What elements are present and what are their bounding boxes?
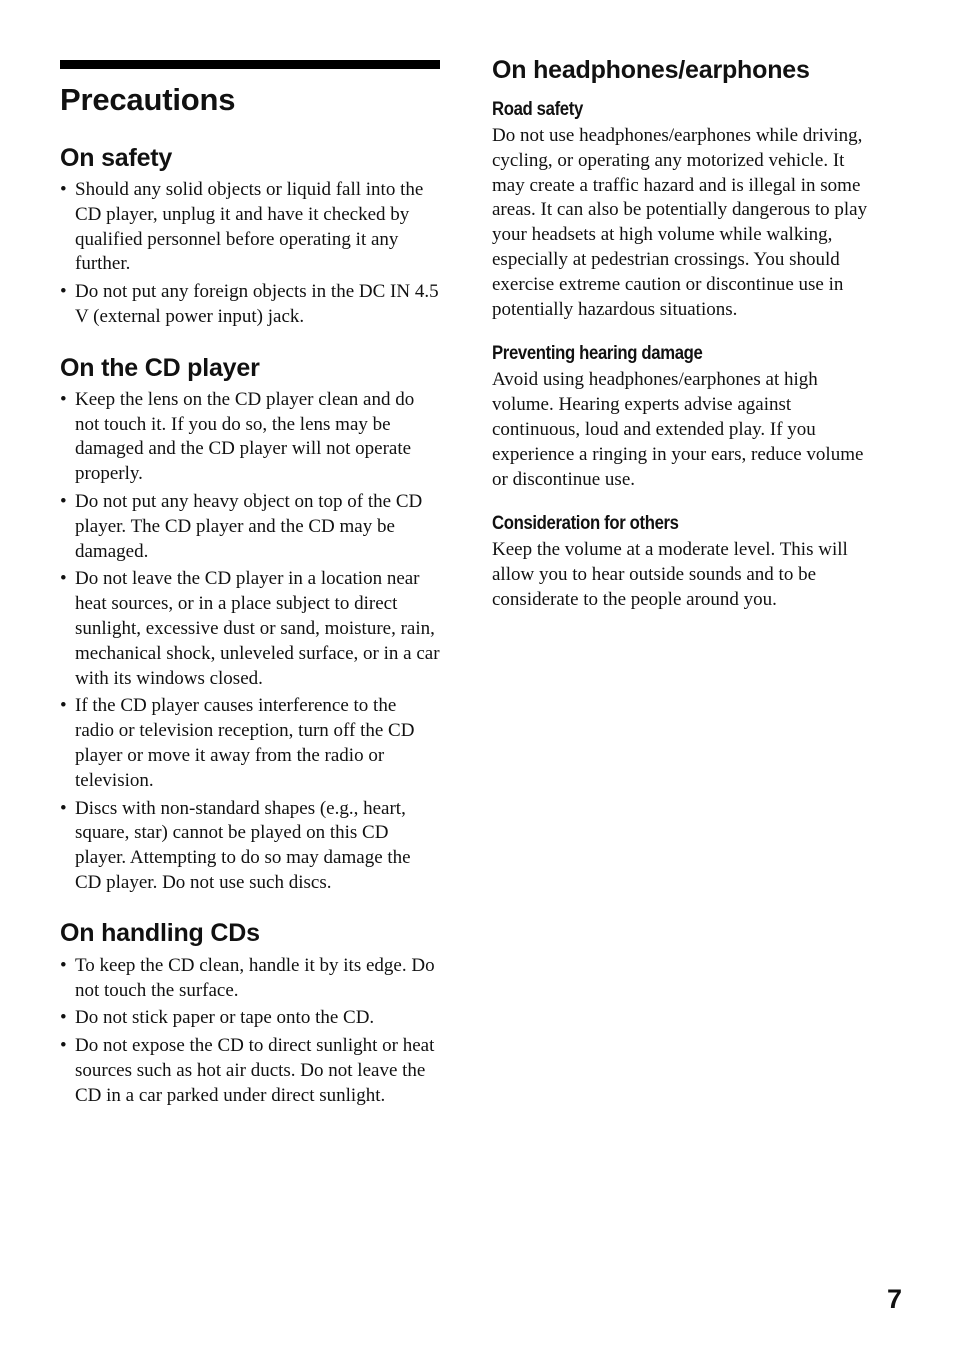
page-number: 7 <box>886 1284 902 1314</box>
list-item: • Discs with non-standard shapes (e.g., heart, square, star) cannot be played on this CD player. Attempting to do so may damage the CD player. Do not use such discs. <box>60 797 411 893</box>
title-rule <box>60 60 440 69</box>
list-item: • Do not put any foreign objects in the DC IN 4.5 V (external power input) jack. <box>60 281 439 327</box>
subsection-heading: Preventing hearing damage <box>492 343 703 365</box>
bullet-icon: • <box>60 695 67 717</box>
section-heading: On safety <box>60 144 173 172</box>
bullet-list <box>60 388 440 896</box>
list-item: • Keep the lens on the CD player clean and do not touch it. If you do so, the lens may be damaged and the CD player will not operate properly. <box>60 388 415 485</box>
bullet-icon: • <box>60 1007 67 1029</box>
section-on-safety <box>60 144 440 330</box>
section-on-the-cd-player <box>60 354 440 896</box>
subsection-text: Do not use headphones/earphones while driving, cycling, or operating any motorized vehicle. It may create a traffic hazard and is illegal in some areas. It can also be potentially dangerous to play your headsets at high volume while walking, especially at pedestrian crossings. You should exercise extreme caution or discontinue use in potentially hazardous situations. <box>492 125 868 320</box>
subsection-text: Keep the volume at a moderate level. This will allow you to hear outside sounds and to be considerate to the people around you. <box>492 539 848 610</box>
bullet-icon: • <box>60 490 67 512</box>
list-item: • Do not expose the CD to direct sunlight or heat sources such as hot air ducts. Do not leave the CD in a car parked under direct sunlight. <box>60 1035 435 1106</box>
list-item: • Should any solid objects or liquid fall into the CD player, unplug it and have it checked by qualified personnel before operating it any further. <box>60 179 424 275</box>
subsection-road-safety <box>492 98 872 322</box>
list-item: • Do not put any heavy object on top of the CD player. The CD player and the CD may be damaged. <box>60 490 423 562</box>
bullet-icon: • <box>60 568 67 590</box>
bullet-icon: • <box>60 388 67 410</box>
list-item: • To keep the CD clean, handle it by its edge. Do not touch the surface. <box>60 954 435 1001</box>
list-item: • Do not leave the CD player in a location near heat sources, or in a place subject to direct sunlight, excessive dust or sand, moisture, rain, mechanical shock, unleveled surface, or in a car with its windows closed. <box>60 568 440 689</box>
list-item: • Do not stick paper or tape onto the CD. <box>60 1006 440 1031</box>
bullet-icon: • <box>60 179 67 200</box>
bullet-icon: • <box>60 281 67 303</box>
right-column <box>492 56 872 633</box>
bullet-icon: • <box>60 954 67 976</box>
subsection-text: Avoid using headphones/earphones at high volume. Hearing experts advise against continuous, loud and extended play. If you experience a ringing in your ears, reduce volume or discontinue use. <box>492 369 864 490</box>
subsection-preventing-hearing-damage <box>492 342 872 492</box>
subsection-consideration-for-others <box>492 512 872 612</box>
subsection-heading: Consideration for others <box>492 513 679 535</box>
section-heading-headphones: On headphones/earphones <box>492 56 810 84</box>
page-title: Precautions <box>60 82 236 117</box>
left-column <box>60 60 440 1112</box>
section-heading: On handling CDs <box>60 918 260 947</box>
bullet-list <box>60 954 440 1109</box>
bullet-icon: • <box>60 797 67 819</box>
bullet-icon: • <box>60 1035 67 1057</box>
section-on-handling-cds <box>60 919 440 1109</box>
section-heading: On the CD player <box>60 353 260 382</box>
bullet-list <box>60 178 440 330</box>
list-item: • If the CD player causes interference to the radio or television reception, turn off the CD player or move it away from the radio or television. <box>60 695 415 791</box>
subsection-heading: Road safety <box>492 99 583 120</box>
